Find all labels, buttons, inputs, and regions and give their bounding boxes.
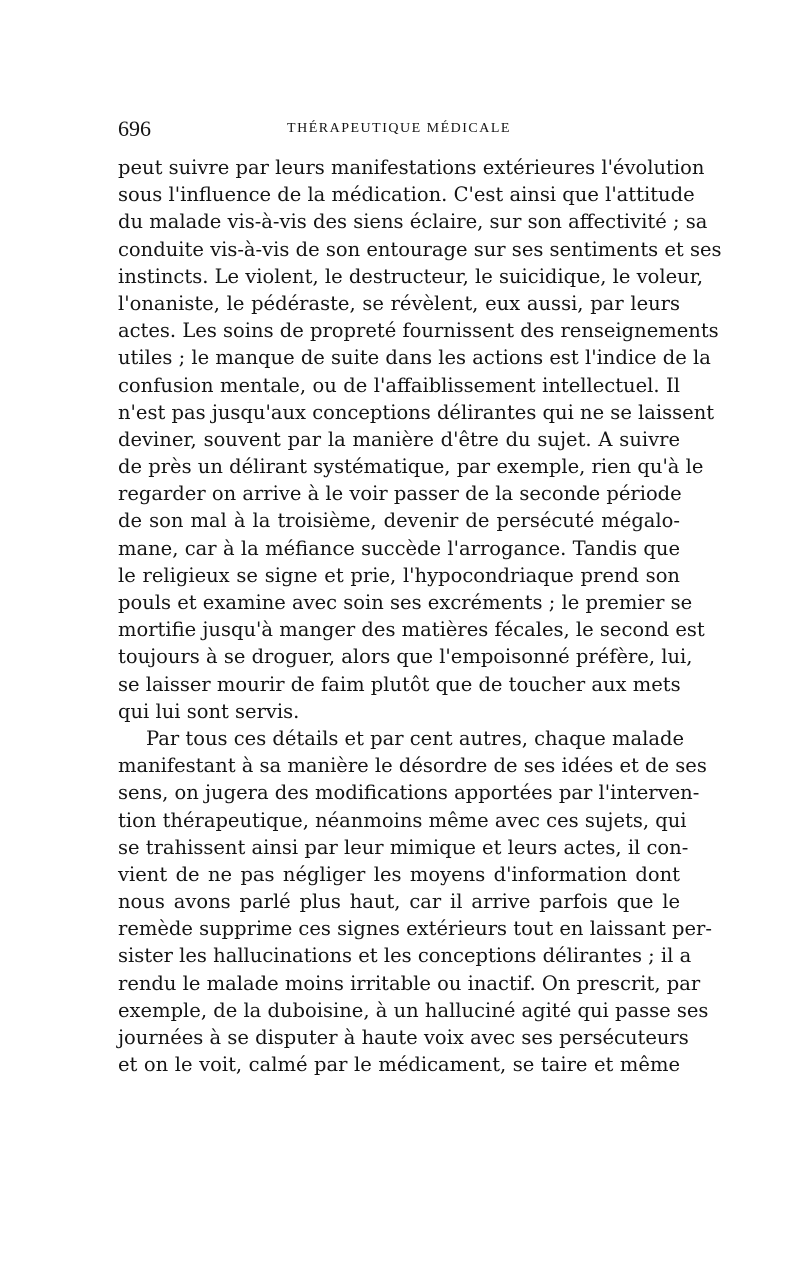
text-line: remède supprime ces signes extérieurs tout en laissant per- xyxy=(118,917,712,941)
text-line: rendu le malade moins irritable ou inactif. On prescrit, par xyxy=(118,971,701,995)
text-line: conduite vis-à-vis de son entourage sur ses sentiments et ses xyxy=(118,237,722,261)
text-line: pouls et examine avec soin ses excréments ; le premier se xyxy=(118,591,693,614)
text-line: vient de ne pas négliger les moyens d'information dont xyxy=(118,862,680,886)
text-line: journées à se disputer à haute voix avec ses persécuteurs xyxy=(118,1026,689,1049)
text-line: mane, car à la méfiance succède l'arrogance. Tandis que xyxy=(118,536,680,560)
text-line: l'onaniste, le pédéraste, se révèlent, eux aussi, par leurs xyxy=(118,291,680,315)
text-line: mortifie jusqu'à manger des matières fécales, le second est xyxy=(118,618,705,642)
page-header xyxy=(118,116,680,142)
text-line: et on le voit, calmé par le médicament, se taire et même xyxy=(118,1053,680,1077)
page-number: 696 xyxy=(118,116,151,141)
text-line: nous avons parlé plus haut, car il arrive parfois que le xyxy=(118,890,680,914)
text-line: deviner, souvent par la manière d'être du sujet. A suivre xyxy=(118,427,680,451)
paragraph-start-line: Par tous ces détails et par cent autres, chaque malade xyxy=(146,726,684,750)
paragraph-end-line: qui lui sont servis. xyxy=(118,699,300,723)
text-line: confusion mentale, ou de l'affaiblissement intellectuel. Il xyxy=(118,373,680,397)
text-line: instincts. Le violent, le destructeur, le suicidique, le voleur, xyxy=(118,264,704,288)
text-line: peut suivre par leurs manifestations extérieures l'évolution xyxy=(118,156,705,179)
text-line: le religieux se signe et prie, l'hypocondriaque prend son xyxy=(118,563,680,587)
text-line: manifestant à sa manière le désordre de ses idées et de ses xyxy=(118,754,707,778)
text-line: sister les hallucinations et les conceptions délirantes ; il a xyxy=(118,944,692,968)
text-line: actes. Les soins de propreté fournissent des renseignements xyxy=(118,319,719,343)
text-line: toujours à se droguer, alors que l'empoisonné préfère, lui, xyxy=(118,645,693,669)
text-line: du malade vis-à-vis des siens éclaire, sur son affectivité ; sa xyxy=(118,210,708,234)
text-line: se trahissent ainsi par leur mimique et leurs actes, il con- xyxy=(118,835,689,859)
text-line: regarder on arrive à le voir passer de la seconde période xyxy=(118,482,682,506)
text-line: exemple, de la duboisine, à un halluciné agité qui passe ses xyxy=(118,998,709,1022)
text-line: n'est pas jusqu'aux conceptions délirantes qui ne se laissent xyxy=(118,400,715,424)
text-line: de près un délirant systématique, par exemple, rien qu'à le xyxy=(118,455,704,479)
body-text xyxy=(118,154,722,1078)
text-line: tion thérapeutique, néanmoins même avec ces sujets, qui xyxy=(118,808,687,832)
text-line: sous l'influence de la médication. C'est ainsi que l'attitude xyxy=(118,183,695,207)
running-title: THÉRAPEUTIQUE MÉDICALE xyxy=(287,121,511,136)
text-line: de son mal à la troisième, devenir de persécuté mégalo- xyxy=(118,509,680,533)
text-line: se laisser mourir de faim plutôt que de toucher aux mets xyxy=(118,672,681,696)
text-line: sens, on jugera des modifications apportées par l'interven- xyxy=(118,781,700,805)
text-line: utiles ; le manque de suite dans les actions est l'indice de la xyxy=(118,346,711,370)
